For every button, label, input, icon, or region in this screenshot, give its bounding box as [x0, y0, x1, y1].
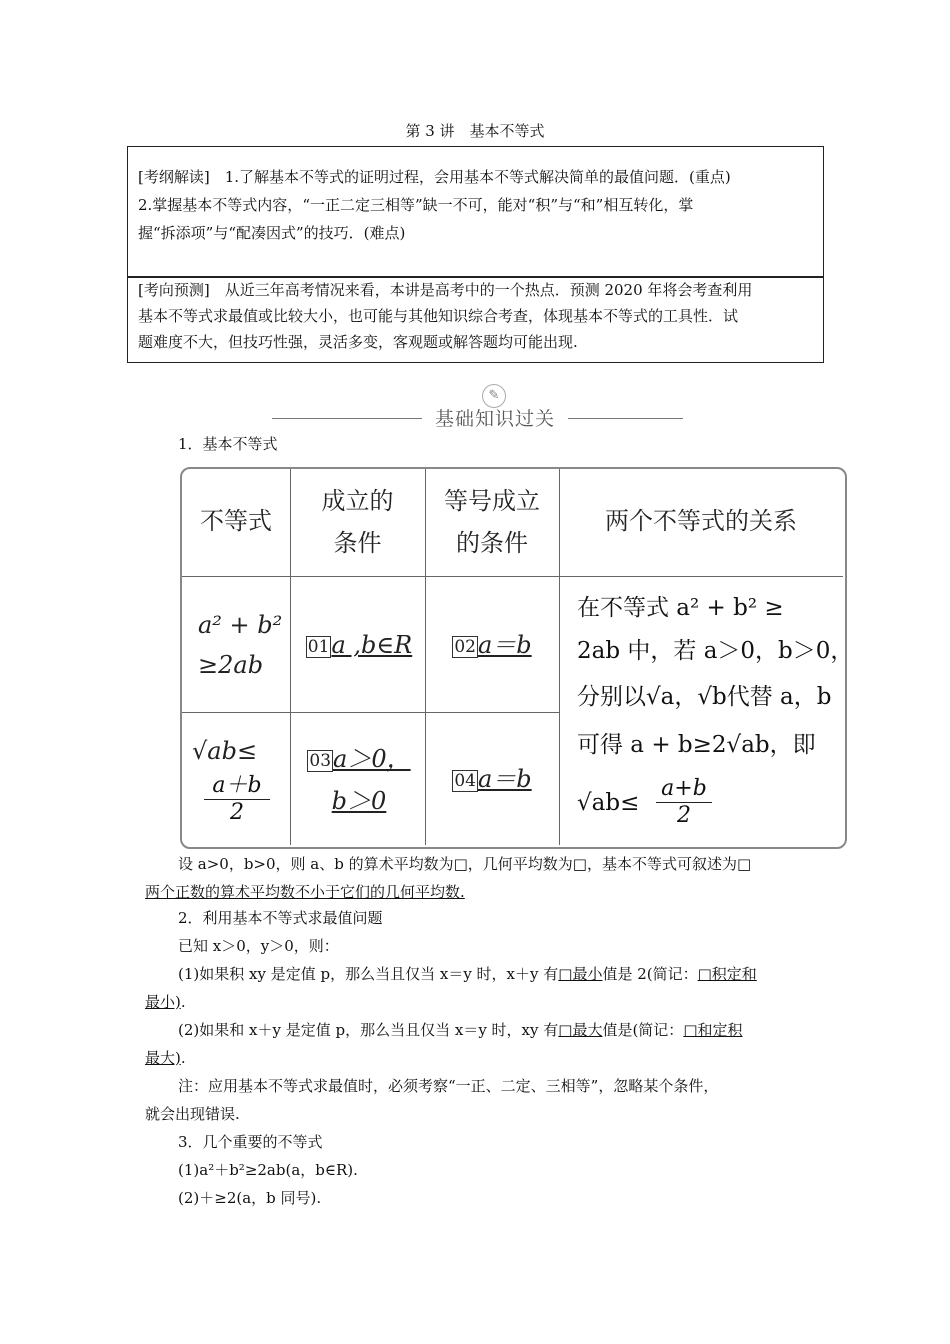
- row2-inequality-a: √ab≤: [192, 737, 258, 765]
- relation-line-5a: √ab≤: [577, 790, 640, 816]
- row1-inequality-a: a² + b²: [198, 611, 283, 639]
- row1-inequality-b: ≥2ab: [198, 651, 264, 679]
- relation-fraction: [656, 776, 712, 829]
- row1-condition-text: a ,b∈R: [331, 631, 413, 659]
- forecast-line-3: 题难度不大，但技巧性强，灵活多变，客观题或解答题均可能出现.: [138, 333, 578, 351]
- relation-line-2: 2ab 中，若 a＞0，b＞0，: [577, 638, 854, 664]
- s2-2-blank-max: □最大: [558, 1021, 603, 1039]
- section-1-title: 1．基本不等式: [178, 435, 278, 453]
- header-rule-right: [568, 418, 683, 419]
- s2-1-text-d: .: [180, 993, 186, 1011]
- row2-condition-b: b＞0: [331, 787, 387, 815]
- section-3-title: 3．几个重要的不等式: [178, 1133, 323, 1151]
- forecast-line-1: [考向预测] 从近三年高考情况来看，本讲是高考中的一个热点．预测 2020 年将会考查利用: [138, 281, 753, 299]
- header-inequality: 不等式: [200, 507, 272, 535]
- s2-1-text-c: 最小): [145, 993, 181, 1011]
- page-title: 第 3 讲 基本不等式: [405, 122, 545, 140]
- s2-2-text-b: 值是(简记：: [602, 1021, 684, 1039]
- header-equality-1: 等号成立: [444, 487, 540, 515]
- blank-03: 03: [309, 750, 332, 771]
- syllabus-line-1: [考纲解读] 1.了解基本不等式的证明过程，会用基本不等式解决简单的最值问题．(重点): [138, 168, 731, 186]
- header-relation: 两个不等式的关系: [605, 507, 797, 535]
- s2-1-blank-min: □最小: [558, 965, 603, 983]
- relation-fraction-den: 2: [677, 803, 691, 828]
- syllabus-box: [127, 146, 824, 277]
- s2-2-text-c: 最大): [145, 1049, 181, 1067]
- header-condition-2: 条件: [333, 529, 382, 557]
- section-2-item-2: [178, 1016, 743, 1044]
- blank-01: 01: [307, 636, 330, 657]
- relation-line-1: 在不等式 a² + b² ≥: [577, 595, 784, 621]
- section-2-item-1-cont: [145, 988, 186, 1016]
- relation-line-4: 可得 a + b≥2√ab，即: [577, 732, 816, 758]
- row2-condition-a: [300, 739, 418, 779]
- section-header: 基础知识过关: [434, 408, 555, 430]
- forecast-box: [127, 277, 824, 363]
- header-condition-1: 成立的: [321, 487, 394, 515]
- relation-line-3: 分别以√a，√b代替 a，b: [577, 684, 832, 710]
- note-line-1: 注：应用基本不等式求最值时，必须考察“一正、二定、三相等”，忽略某个条件，: [178, 1077, 719, 1095]
- s2-2-text-a: (2)如果和 x＋y 是定值 p，那么当且仅当 x＝y 时，xy 有: [178, 1021, 559, 1039]
- row1-condition: [300, 625, 418, 665]
- forecast-line-2: 基本不等式求最值或比较大小，也可能与其他知识综合考查，体现基本不等式的工具性．试: [138, 307, 739, 325]
- section-2-item-1: [178, 960, 757, 988]
- row2-fraction-den: 2: [230, 800, 244, 825]
- leaf-icon: ✎: [482, 384, 506, 408]
- relation-fraction-num: a+b: [656, 776, 712, 803]
- s2-2-blank-note: □和定积: [683, 1021, 743, 1039]
- s2-1-blank-note: □积定和: [697, 965, 757, 983]
- s2-2-text-d: .: [180, 1049, 186, 1067]
- s2-1-text-a: (1)如果积 xy 是定值 p，那么当且仅当 x＝y 时，x＋y 有: [178, 965, 559, 983]
- row1-equality: [440, 625, 544, 665]
- syllabus-line-2: 2.掌握基本不等式内容，“一正二定三相等”缺一不可，能对“积”与“和”相互转化，掌: [138, 196, 694, 214]
- row2-condition-a-text: a＞0，: [333, 745, 411, 773]
- section-3-item-1: (1)a²＋b²≥2ab(a，b∈R).: [178, 1161, 358, 1179]
- section-2-item-2-cont: [145, 1044, 186, 1072]
- row1-equality-text: a＝b: [477, 631, 532, 659]
- section-2-title: 2．利用基本不等式求最值问题: [178, 909, 383, 927]
- syllabus-line-3: 握“拆添项”与“配凑因式”的技巧．(难点): [138, 224, 406, 242]
- paragraph-1: 设 a>0，b>0，则 a、b 的算术平均数为□，几何平均数为□，基本不等式可叙述为□: [178, 855, 752, 873]
- row2-equality: [440, 759, 544, 799]
- row2-fraction: [204, 773, 270, 826]
- blank-04: 04: [454, 770, 476, 791]
- note-line-2: 就会出现错误.: [145, 1105, 240, 1123]
- section-3-item-2: (2)＋≥2(a，b 同号).: [178, 1189, 322, 1207]
- header-equality-2: 的条件: [456, 529, 528, 557]
- header-rule-left: [272, 418, 422, 419]
- row2-equality-text: a＝b: [477, 765, 532, 793]
- section-2-given: 已知 x＞0，y＞0，则：: [178, 937, 339, 955]
- s2-1-text-b: 值是 2(简记：: [602, 965, 698, 983]
- paragraph-1b: 两个正数的算术平均数不小于它们的几何平均数.: [145, 883, 465, 901]
- blank-02: 02: [454, 636, 476, 657]
- row2-fraction-num: a＋b: [204, 773, 270, 800]
